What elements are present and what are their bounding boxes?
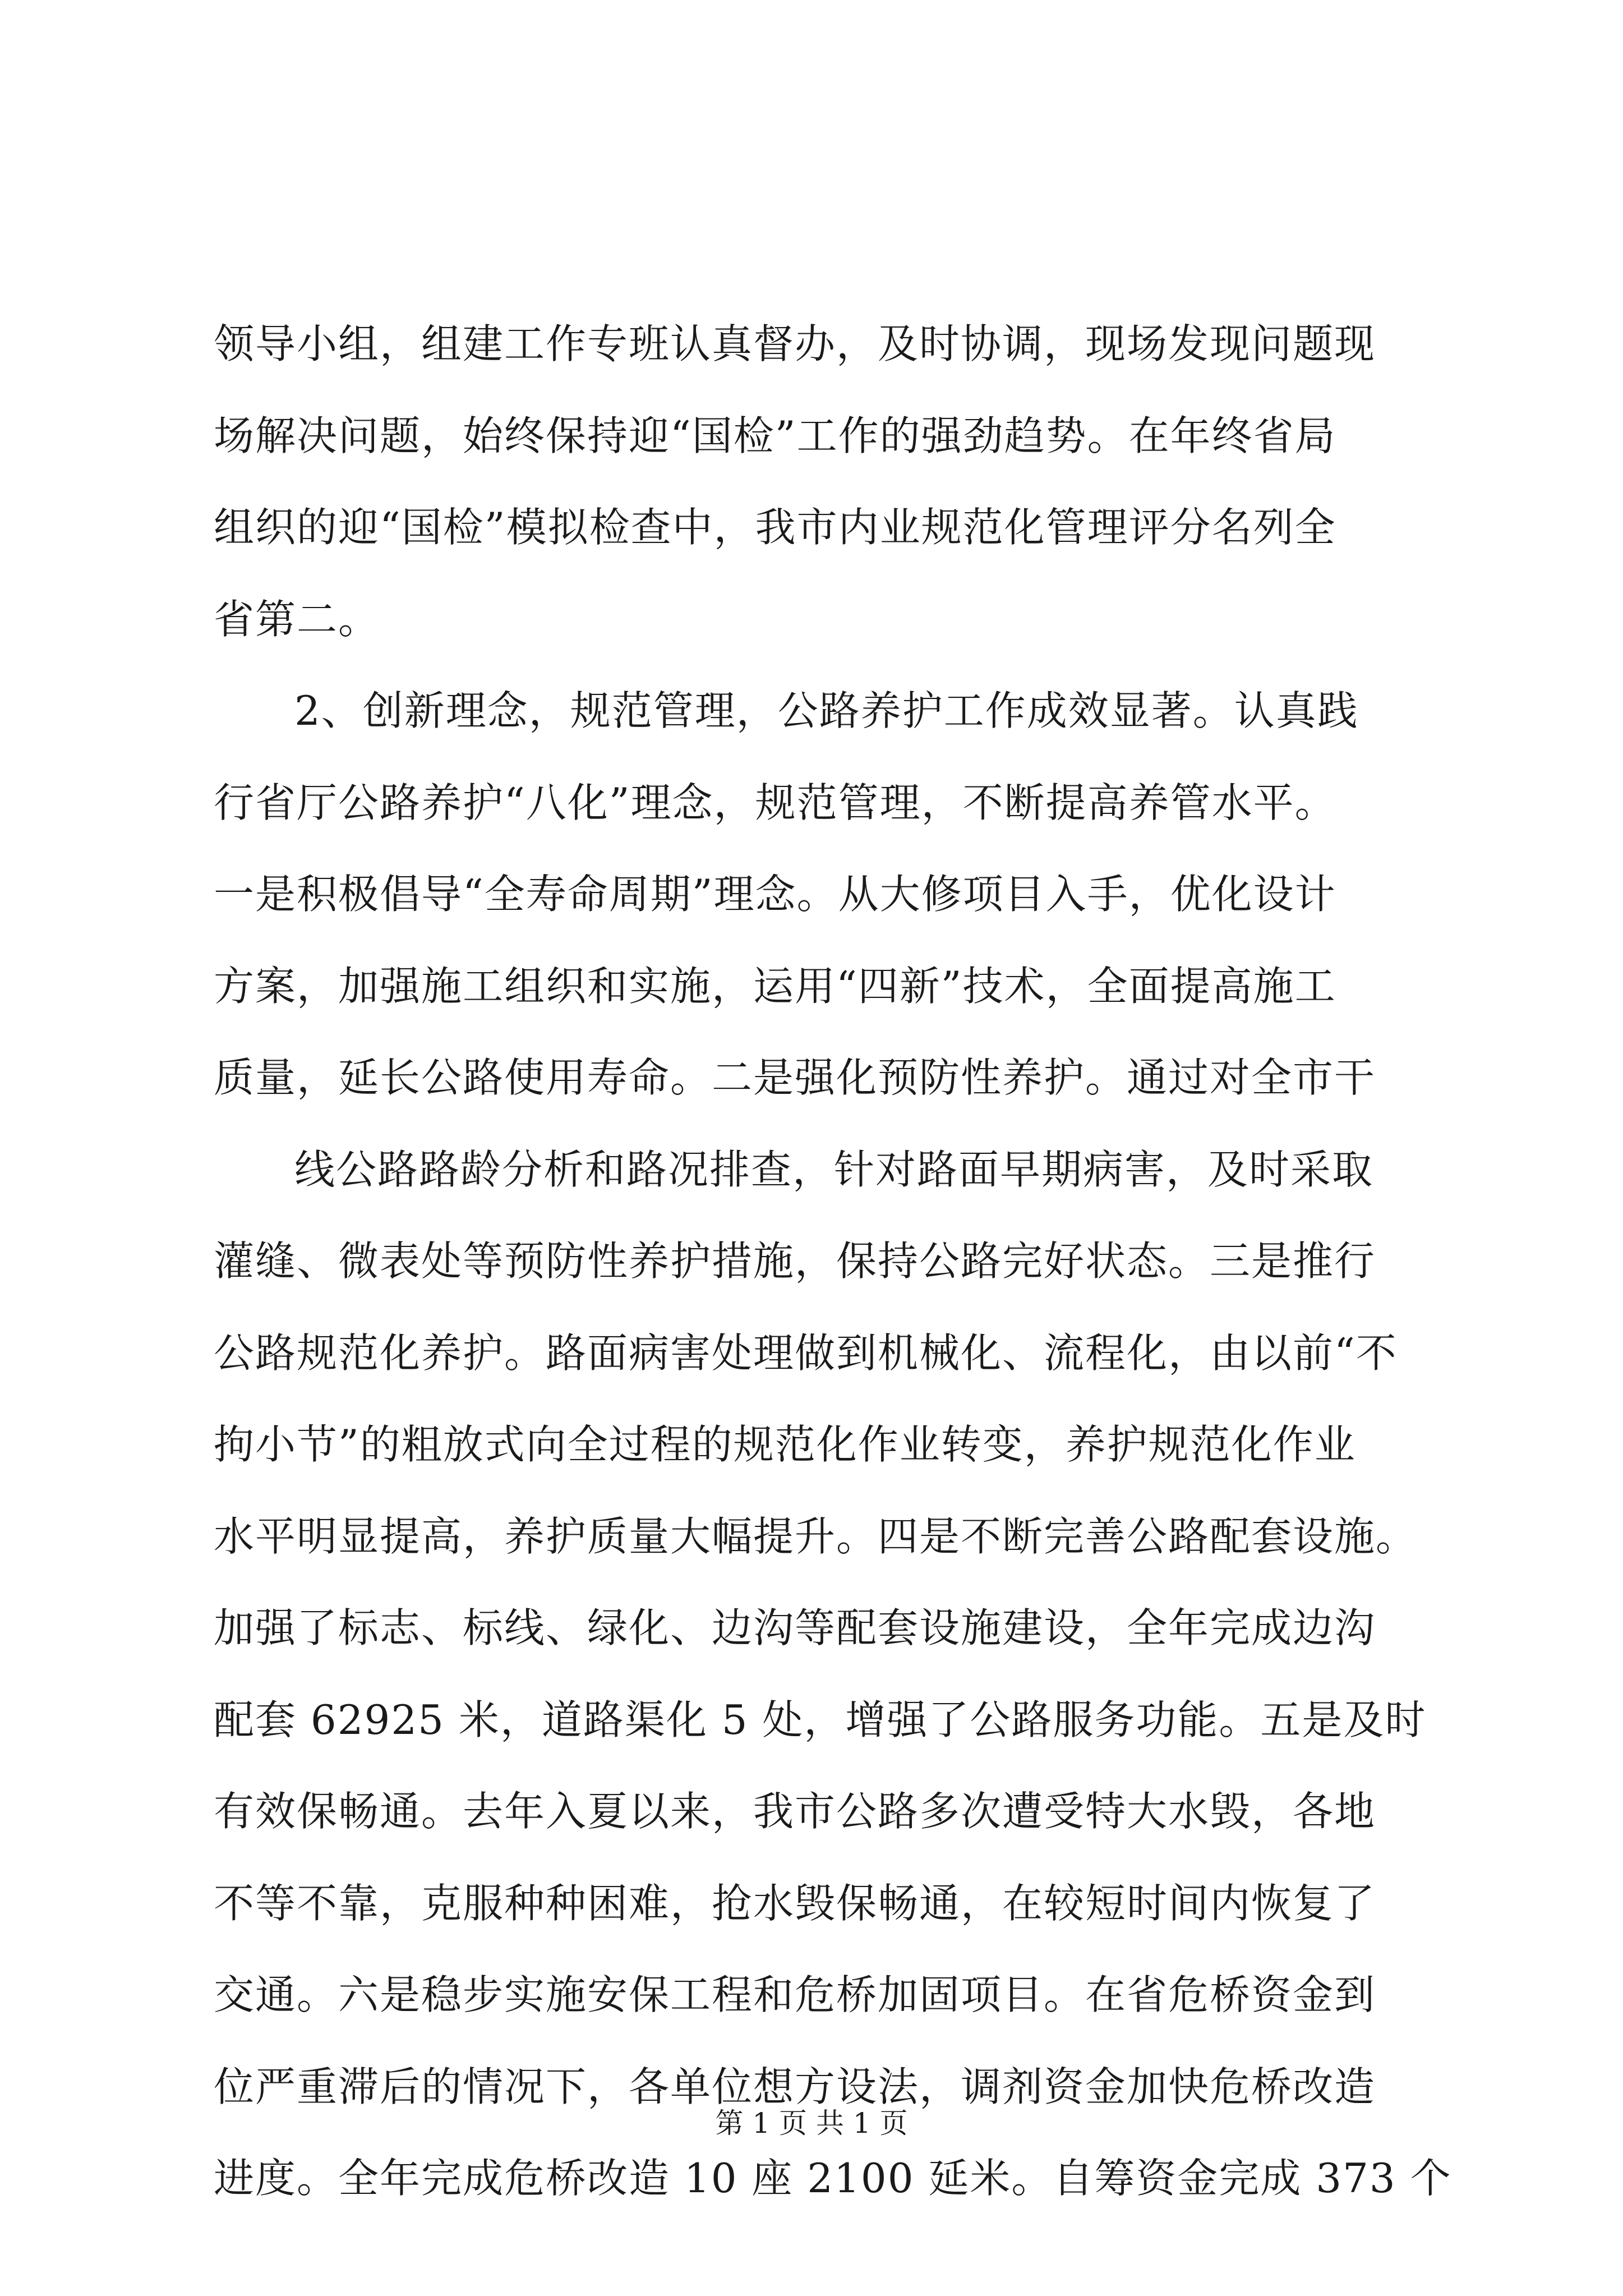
text-line: 质量，延长公路使用寿命。二是强化预防性养护。通过对全市干 [214, 1054, 1376, 1101]
text-line: 有效保畅通。去年入夏以来，我市公路多次遭受特大水毁，各地 [214, 1788, 1376, 1835]
text-line: 配套 62925 米，道路渠化 5 处，增强了公路服务功能。五是及时 [214, 1696, 1427, 1743]
text-line: 公路规范化养护。路面病害处理做到机械化、流程化，由以前“不 [214, 1329, 1398, 1377]
text-line: 领导小组，组建工作专班认真督办，及时协调，现场发现问题现 [214, 320, 1376, 367]
text-line: 不等不靠，克服种种困难，抢水毁保畅通，在较短时间内恢复了 [214, 1879, 1376, 1927]
text-line: 场解决问题，始终保持迎“国检”工作的强劲趋势。在年终省局 [214, 412, 1336, 459]
paragraph-start-line: 2、创新理念，规范管理，公路养护工作成效显著。认真践 [294, 687, 1359, 734]
text-line: 组织的迎“国检”模拟检查中，我市内业规范化管理评分名列全 [214, 504, 1336, 551]
text-line: 进度。全年完成危桥改造 10 座 2100 延米。自筹资金完成 373 个 [214, 2155, 1452, 2202]
text-line: 省第二。 [214, 595, 380, 643]
page-footer: 第 1 页 共 1 页 [715, 2107, 908, 2139]
text-line: 水平明显提高，养护质量大幅提升。四是不断完善公路配套设施。 [214, 1512, 1418, 1560]
text-line: 行省厅公路养护“八化”理念，规范管理，不断提高养管水平。 [214, 779, 1336, 826]
body-text [214, 298, 1452, 2225]
text-line: 位严重滞后的情况下，各单位想方设法，调剂资金加快危桥改造 [214, 2063, 1376, 2110]
text-line: 交通。六是稳步实施安保工程和危桥加固项目。在省危桥资金到 [214, 1971, 1376, 2018]
text-line: 拘小节”的粗放式向全过程的规范化作业转变，养护规范化作业 [214, 1421, 1356, 1468]
text-line: 加强了标志、标线、绿化、边沟等配套设施建设，全年完成边沟 [214, 1604, 1376, 1651]
text-line: 方案，加强施工组织和实施，运用“四新”技术，全面提高施工 [214, 962, 1336, 1010]
text-line: 一是积极倡导“全寿命周期”理念。从大修项目入手，优化设计 [214, 871, 1336, 918]
indented-line: 线公路路龄分析和路况排查，针对路面早期病害，及时采取 [294, 1145, 1374, 1193]
text-line: 灌缝、微表处等预防性养护措施，保持公路完好状态。三是推行 [214, 1237, 1376, 1285]
